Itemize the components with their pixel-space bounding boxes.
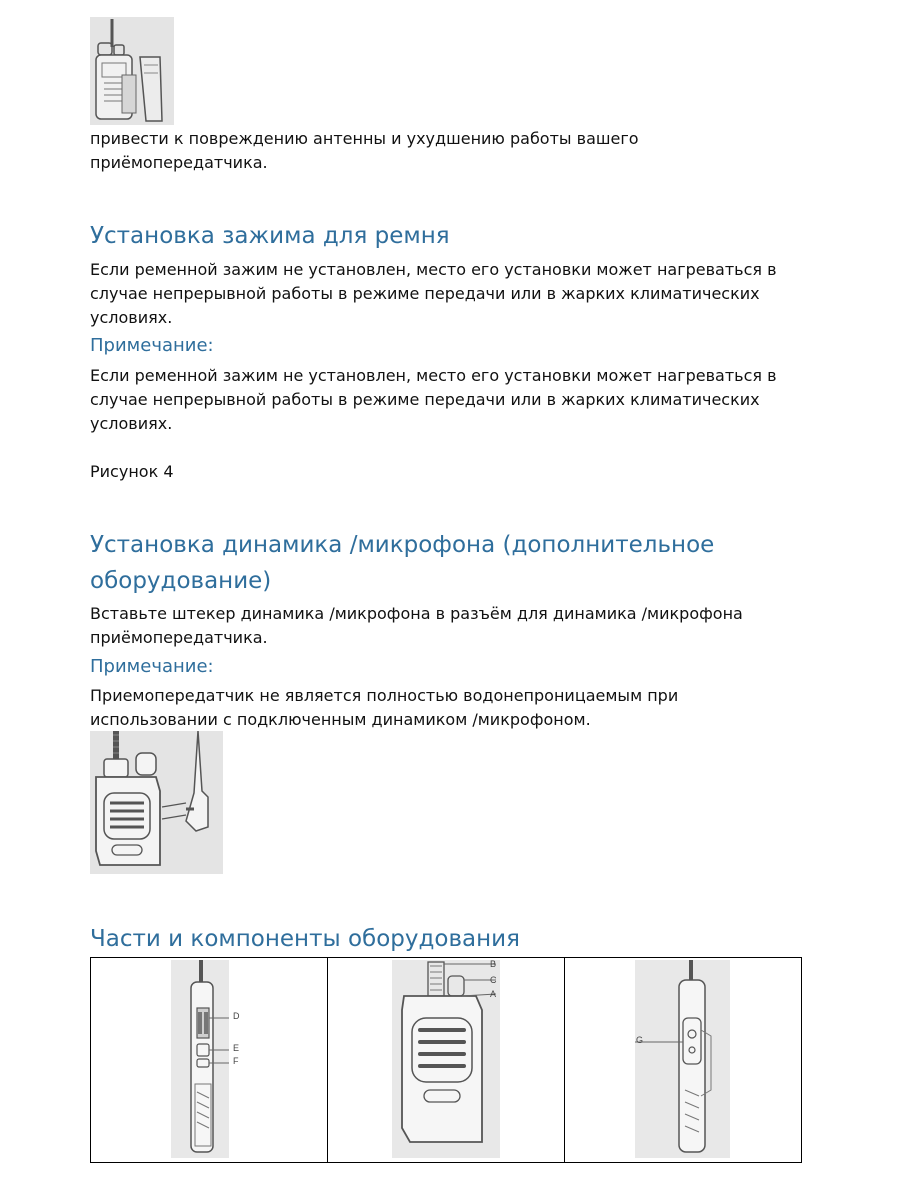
belt-clip-note-text: Если ременной зажим не установлен, место его установки может нагреваться в случае непрерывной работы в режиме передачи или в жарких климатических условиях. (90, 366, 777, 433)
callout-e: E (233, 1043, 240, 1053)
belt-clip-text: Если ременной зажим не установлен, место его установки может нагреваться в случае непрерывной работы в режиме передачи или в жарких климатических условиях. (90, 260, 777, 327)
intro-text: привести к повреждению антенны и ухудшению работы вашего приёмопередатчика. (90, 129, 639, 172)
callout-a: A (490, 989, 497, 999)
speaker-mic-text: Вставьте штекер динамика /микрофона в разъём для динамика /микрофона приёмопередатчика. (90, 604, 743, 647)
callout-b: B (490, 959, 497, 969)
parts-cell-front (328, 958, 565, 1162)
speaker-mic-illustration (90, 731, 223, 874)
speaker-mic-note-text: Приемопередатчик не является полностью водонепроницаемым при использовании с подключенным динамиком /микрофоном. (90, 686, 679, 729)
parts-heading: Части и компоненты оборудования (90, 926, 520, 952)
belt-clip-note-label: Примечание: (90, 335, 214, 356)
front-view-illustration (392, 960, 500, 1158)
belt-clip-illustration (90, 17, 174, 125)
parts-cell-side-left (91, 958, 328, 1162)
side-view-right-illustration (635, 960, 730, 1158)
callout-f: F (233, 1056, 239, 1066)
parts-cell-side-right (565, 958, 801, 1162)
speaker-mic-heading: Установка динамика /микрофона (дополнительное оборудование) (90, 532, 715, 594)
callout-d: D (233, 1011, 240, 1021)
callout-c: C (490, 975, 497, 985)
figure-caption: Рисунок 4 (90, 462, 174, 481)
belt-clip-heading: Установка зажима для ремня (90, 223, 450, 249)
side-view-illustration (171, 960, 229, 1158)
parts-table (90, 957, 802, 1163)
callout-g: G (636, 1035, 644, 1045)
speaker-mic-note-label: Примечание: (90, 656, 214, 677)
